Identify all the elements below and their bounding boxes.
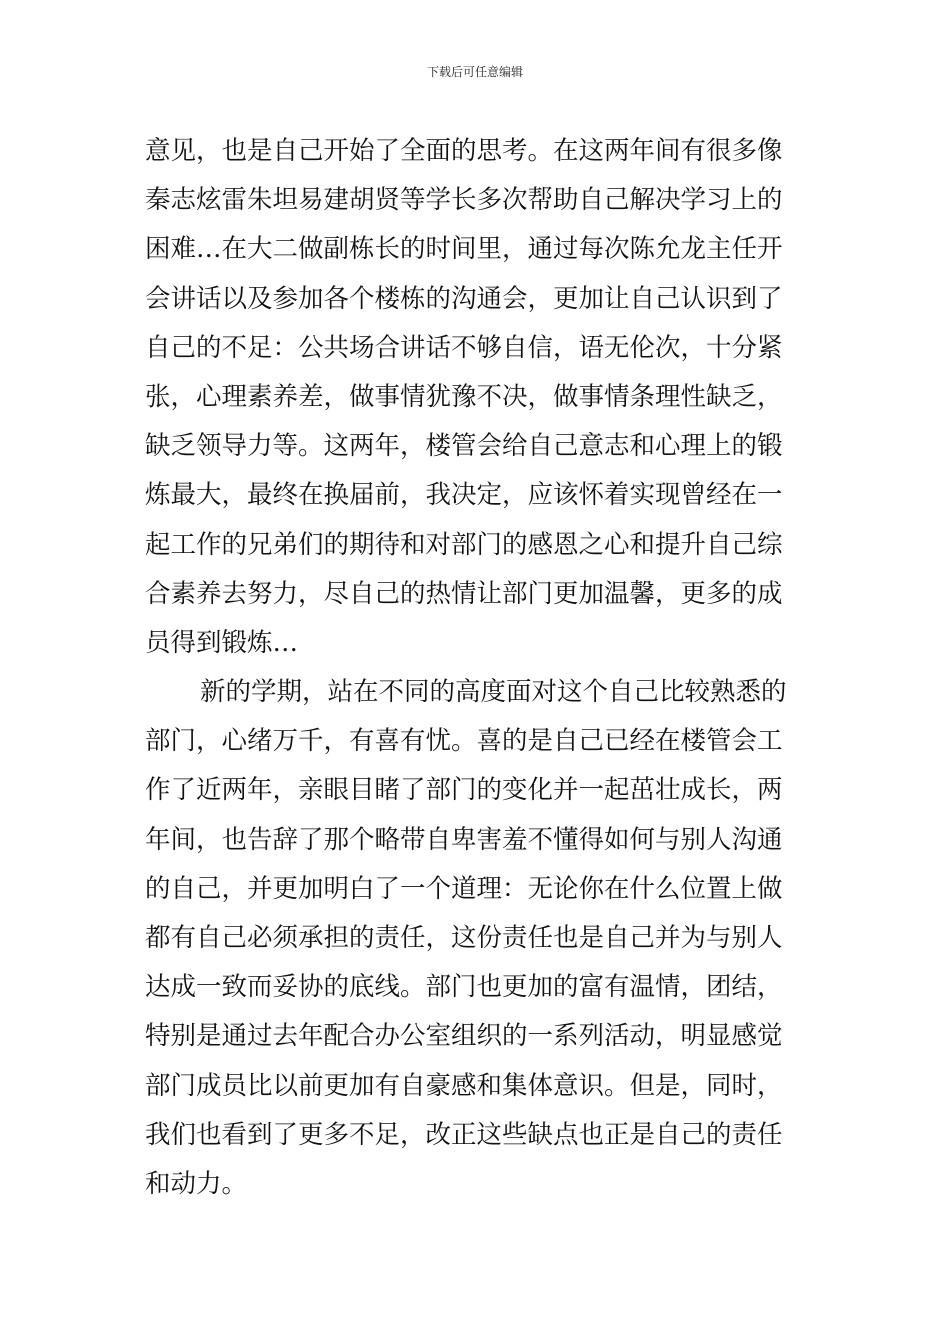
text-line: 起工作的兄弟们的期待和对部门的感恩之心和提升自己综 (145, 529, 783, 560)
text-line: 炼最大，最终在换届前，我决定，应该怀着实现曾经在一 (145, 480, 783, 511)
text-line: 意见，也是自己开始了全面的思考。在这两年间有很多像 (145, 136, 783, 166)
text-line: 和动力。 (145, 1168, 248, 1199)
paragraph-2 (145, 668, 810, 1209)
text-line: 困难…在大二做副栋长的时间里，通过每次陈允龙主任开 (145, 234, 783, 265)
text-line: 合素养去努力，尽自己的热情让部门更加温馨，更多的成 (145, 578, 783, 609)
text-line: 秦志炫雷朱坦易建胡贤等学长多次帮助自己解决学习上的 (145, 185, 783, 216)
text-line: 自己的不足：公共场合讲话不够自信，语无伦次，十分紧 (145, 332, 783, 363)
text-line: 部门成员比以前更加有自豪感和集体意识。但是，同时， (145, 1070, 783, 1101)
text-line: 达成一致而妥协的底线。部门也更加的富有温情，团结， (145, 972, 783, 1003)
text-line: 的自己，并更加明白了一个道理：无论你在什么位置上做 (145, 873, 783, 904)
text-line: 作了近两年，亲眼目睹了部门的变化并一起茁壮成长，两 (145, 775, 783, 806)
text-line: 缺乏领导力等。这两年，楼管会给自己意志和心理上的锻 (145, 431, 783, 462)
text-line: 会讲话以及参加各个楼栋的沟通会，更加让自己认识到了 (145, 283, 783, 314)
paragraph-1 (145, 127, 810, 668)
text-line: 我们也看到了更多不足，改正这些缺点也正是自己的责任 (145, 1119, 783, 1150)
text-line: 张，心理素养差，做事情犹豫不决，做事情条理性缺乏， (145, 381, 783, 412)
text-line-indented: 新的学期，站在不同的高度面对这个自己比较熟悉的 (200, 677, 787, 708)
text-line: 年间，也告辞了那个略带自卑害羞不懂得如何与别人沟通 (145, 824, 783, 855)
text-line: 部门，心绪万千，有喜有忧。喜的是自己已经在楼管会工 (145, 726, 783, 757)
document-body (145, 127, 810, 1209)
text-line: 员得到锻炼… (145, 627, 299, 658)
text-line: 特别是通过去年配合办公室组织的一系列活动，明显感觉 (145, 1021, 783, 1052)
text-line: 都有自己必须承担的责任，这份责任也是自己并为与别人 (145, 923, 783, 953)
page-header: 下载后可任意编辑 (426, 65, 523, 79)
